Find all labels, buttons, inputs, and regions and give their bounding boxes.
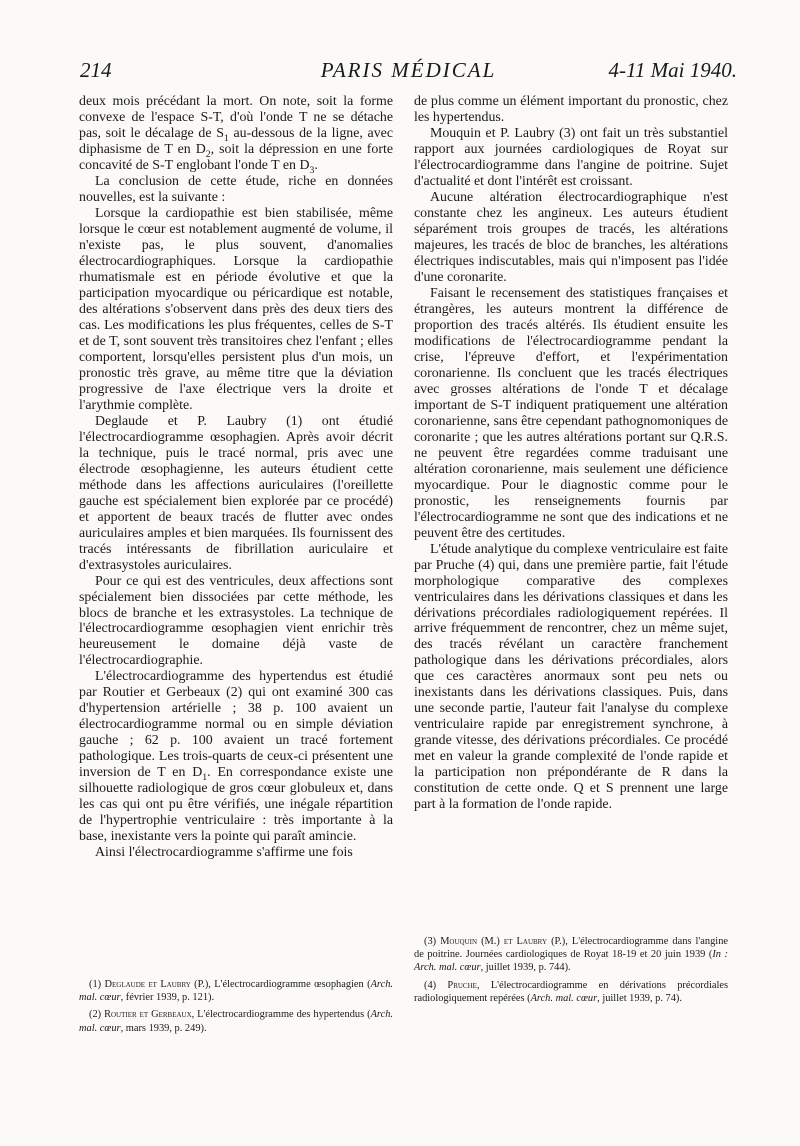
paragraph: de plus comme un élément important du pronostic, chez les hypertendus. [414, 94, 728, 125]
footnote: (2) Routier et Gerbeaux, L'électrocardiogramme des hypertendus (Arch. mal. cœur, mars 1939, p. 249). [79, 1009, 393, 1034]
paragraph: Deglaude et P. Laubry (1) ont étudié l'électrocardiogramme œsophagien. Après avoir décrit la technique, puis le tracé normal, pris avec une électrode œsophagienne, les auteurs étudient cette méthode dans les affections auriculaires (l'oreillette gauche est spécialement bien explorée par ce procédé) et apportent de beaux tracés de flutter avec ondes auriculaires amples et bien marquées. Ils fournissent des tracés intéressants de fibrillation auriculaire et d'extrasystoles auriculaires. [79, 413, 393, 573]
issue-date: 4-11 Mai 1940. [608, 58, 737, 82]
paragraph: L'électrocardiogramme des hypertendus est étudié par Routier et Gerbeaux (2) qui ont examiné 300 cas d'hypertension artérielle ; 38 p. 100 avaient un électrocardiogramme normal ou en simple déviation gauche ; 62 p. 100 avaient un tracé fortement pathologique. Les trois-quarts de ceux-ci présentent une inversion de T en $D_1$. En correspondance existe une silhouette radiologique de gros cœur globuleux et, dans les cas qui ont pu être vérifiés, une inégale répartition de l'hypertrophie ventriculaire : très importante à la base, inexistante vers la pointe qui paraît amincie. [79, 669, 393, 845]
right-footnotes [414, 935, 728, 1009]
paragraph: La conclusion de cette étude, riche en données nouvelles, est la suivante : [79, 173, 393, 205]
left-footnotes [79, 978, 393, 1039]
footnote: (4) Pruche, L'électrocardiogramme en dérivations précordiales radiologiquement repérées (Arch. mal. cœur, juillet 1939, p. 74). [414, 979, 728, 1004]
paragraph: deux mois précédant la mort. On note, soit la forme convexe de l'espace S-T, d'où l'onde T ne se détache pas, soit le décalage de $S_1$ au-dessous de la ligne, avec diphasisme de T en $D_2$, soit la dépression en une forte concavité de S-T englobant l'onde T en $D_3$. [79, 94, 393, 176]
page-number: 214 [80, 58, 112, 82]
paragraph: Pour ce qui est des ventricules, deux affections sont spécialement bien dissociées par cette méthode, les blocs de branche et les extrasystoles. La technique de l'électrocardiogramme œsophagien vient enrichir très heureusement le domaine déjà vaste de l'électrocardiographie. [79, 573, 393, 669]
page-header [80, 58, 737, 88]
right-column [414, 94, 728, 813]
paragraph: Faisant le recensement des statistiques françaises et étrangères, les auteurs montrent la différence de proportion des tracés altérés. Ils étudient ensuite les modifications de l'électrocardiogramme pendant la crise, l'épreuve d'effort, et l'expérimentation coronarienne. Ils concluent que les tracés électriques avec grosses altérations de l'onde T et décalage important de S-T indiquent pratiquement une altération coronarienne, sans être cependant pathognomoniques de coronarite ; que les autres altérations portant sur Q.R.S. ne peuvent être regardées comme traduisant une altération coronarienne, mais seulement une déficience myocardique. Pour le diagnostic comme pour le pronostic, les renseignements fournis par l'électrocardiogramme ne sont que des indications et ne peuvent être des certitudes. [414, 285, 728, 541]
paragraph: Aucune altération électrocardiographique n'est constante chez les angineux. Les auteurs étudient séparément trois groupes de tracés, les altérations majeures, les tracés de bloc de branches, les altérations électriques indiscutables, mais qui n'imposent pas l'idée d'une coronarite. [414, 189, 728, 285]
footnote: (3) Mouquin (M.) et Laubry (P.), L'électrocardiogramme dans l'angine de poitrine. Journées cardiologiques de Royat 18-19 et 20 juin 1939 (In : Arch. mal. cœur, juillet 1939, p. 744). [414, 936, 729, 974]
journal-title: PARIS MÉDICAL [320, 58, 497, 82]
paragraph: Lorsque la cardiopathie est bien stabilisée, même lorsque le cœur est notablement augmenté de volume, il n'existe pas, le plus souvent, d'anomalies électrocardiographiques. Lorsque la cardiopathie rhumatismale est en période évolutive et que la participation myocardique ou péricardique est notable, des altérations s'observent dans près des deux tiers des cas. Les modifications les plus fréquentes, celles de S-T et de T, sont souvent très transitoires chez l'enfant ; elles comportent, lorsqu'elles persistent plus d'un mois, un pronostic très grave, au même titre que la déviation progressive de l'axe électrique vers la droite et l'arythmie complète. [79, 205, 393, 413]
left-column [79, 94, 393, 861]
paragraph: Mouquin et P. Laubry (3) ont fait un très substantiel rapport aux journées cardiologiques de Royat sur l'électrocardiogramme dans l'angine de poitrine. Sujet d'actualité et dont l'intérêt est croissant. [414, 125, 728, 189]
paragraph: L'étude analytique du complexe ventriculaire est faite par Pruche (4) qui, dans une première partie, fait l'étude morphologique comparative des complexes ventriculaires dans les dérivations classiques et dans les dérivations précordiales radiologiquement repérées. Il arrive fréquemment de rencontrer, chez un même sujet, des tracés révélant un caractère franchement pathologique dans les dérivations précordiales, alors que ces caractères anormaux sont peu nets ou inexistants dans les dérivations classiques. Puis, dans une seconde partie, l'auteur fait l'analyse du complexe ventriculaire rapide par enregistrement synchrone, à grande vitesse, des dérivations précordiales. Ce procédé met en valeur la grande complexité de l'onde rapide et la participation non prépondérante de R dans la constitution de cette onde. Q et S prennent une large part à la formation de l'onde rapide. [414, 541, 728, 813]
footnote: (1) Deglaude et Laubry (P.), L'électrocardiogramme œsophagien (Arch. mal. cœur, février 1939, p. 121). [79, 979, 393, 1004]
paragraph: Ainsi l'électrocardiogramme s'affirme une fois [95, 845, 353, 861]
